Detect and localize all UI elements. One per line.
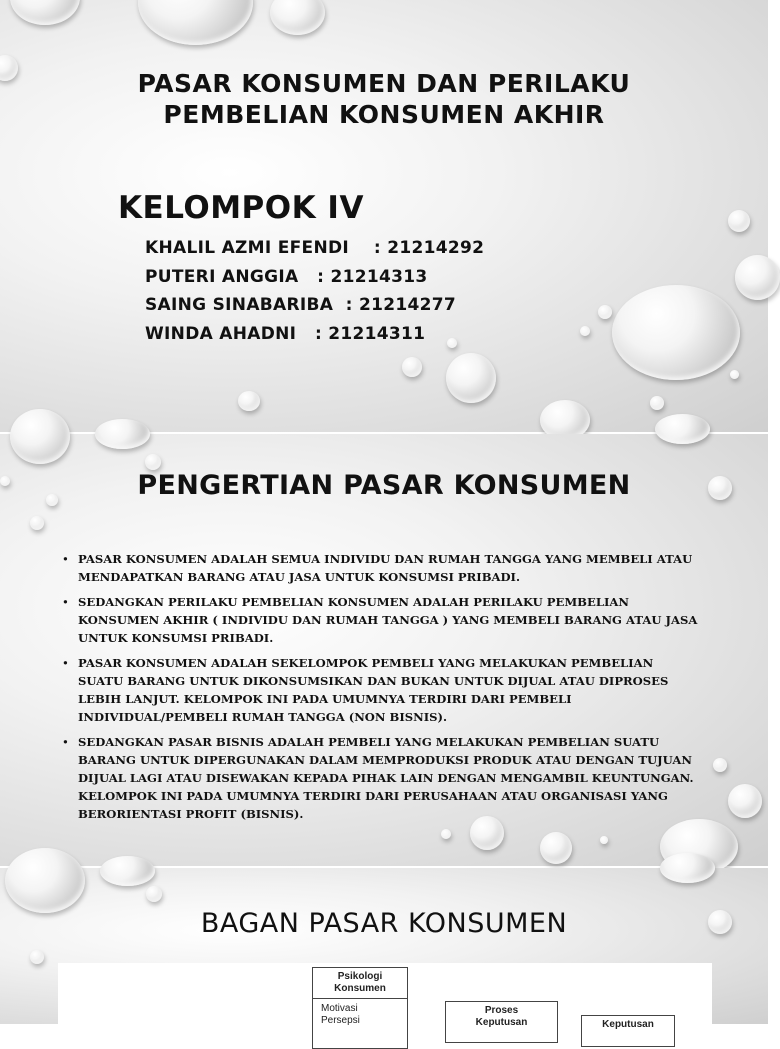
water-drop: [270, 0, 325, 35]
diagram-box-title: Keputusan: [602, 1019, 654, 1030]
slide-title-heading: [0, 68, 768, 130]
member-item: PUTERI ANGGIA : 21214313: [145, 266, 428, 287]
diagram-item: Persepsi: [321, 1015, 360, 1026]
slide-heading: PENGERTIAN PASAR KONSUMEN: [137, 470, 631, 501]
title-line: PASAR KONSUMEN DAN PERILAKU: [137, 69, 631, 98]
water-drop: [446, 353, 496, 403]
water-drop: [441, 829, 451, 839]
member-item: KHALIL AZMI EFENDI : 21214292: [145, 238, 485, 258]
diagram-box-title: Psikologi Konsumen: [334, 971, 386, 994]
water-drop: [660, 853, 715, 883]
water-drop: [650, 396, 664, 410]
water-drop: [600, 836, 608, 844]
slide-heading: BAGAN PASAR KONSUMEN: [200, 908, 568, 939]
consumer-market-diagram: [58, 963, 712, 1033]
diagram-box-title: Proses Keputusan: [475, 1005, 528, 1028]
list-item: • SEDANGKAN PERILAKU PEMBELIAN KONSUMEN ADALAH PERILAKU PEMBELIAN KONSUMEN AKHIR ( INDIVIDU DAN RUMAH TANGGA ) YANG MEMBELI BARANG ATAU JASA UNTUK KONSUMSI PRIBADI.: [62, 593, 702, 647]
member-item: SAING SINABARIBA : 21214277: [145, 295, 457, 315]
water-drop: [735, 255, 780, 300]
water-drop: [5, 848, 85, 913]
group-name: KELOMPOK IV: [118, 190, 364, 226]
definition-list: [62, 550, 702, 830]
water-drop: [146, 886, 162, 902]
water-drop: [728, 210, 750, 232]
slide-diagram: [0, 868, 768, 1030]
water-drop: [655, 414, 710, 444]
water-drop: [598, 305, 612, 319]
list-item: • PASAR KONSUMEN ADALAH SEKELOMPOK PEMBELI YANG MELAKUKAN PEMBELIAN SUATU BARANG UNTUK DIKONSUMSIKAN DAN BUKAN UNTUK DIJUAL ATAU DIPROSES LEBIH LANJUT. KELOMPOK INI PADA UMUMNYA TERDIRI DARI PEMBELI INDIVIDUAL/PEMBELI RUMAH TANGGA (NON BISNIS).: [62, 654, 702, 726]
list-item: • PASAR KONSUMEN ADALAH SEMUA INDIVIDU DAN RUMAH TANGGA YANG MEMBELI ATAU MENDAPATKAN BARANG ATAU JASA UNTUK KONSUMSI PRIBADI.: [62, 550, 702, 586]
member-list: [145, 234, 484, 348]
water-drop: [612, 285, 740, 380]
diagram-item: Motivasi: [321, 1003, 358, 1014]
water-drop: [10, 0, 80, 25]
water-drop: [540, 832, 572, 864]
water-drop: [30, 950, 44, 964]
water-drop: [713, 758, 727, 772]
water-drop: [730, 370, 739, 379]
water-drop: [402, 357, 422, 377]
water-drop: [138, 0, 253, 45]
diagram-box-decision: [581, 1015, 675, 1047]
water-drop: [238, 391, 260, 411]
water-drop: [95, 419, 150, 449]
slide-definition: [0, 434, 768, 866]
water-drop: [145, 454, 161, 470]
water-drop: [580, 326, 590, 336]
diagram-box-items: [313, 998, 407, 1027]
member-item: WINDA AHADNI : 21214311: [145, 323, 426, 344]
title-line: PEMBELIAN KONSUMEN AKHIR: [163, 100, 605, 129]
diagram-box-process: [445, 1001, 558, 1043]
list-item: • SEDANGKAN PASAR BISNIS ADALAH PEMBELI YANG MELAKUKAN PEMBELIAN SUATU BARANG UNTUK DIPERGUNAKAN DALAM MEMPRODUKSI PRODUK ATAU DENGAN TUJUAN DIJUAL LAGI ATAU DISEWAKAN KEPADA PIHAK LAIN DENGAN MENGAMBIL KEUNTUNGAN. KELOMPOK INI PADA UMUMNYA TERDIRI DARI PERUSAHAAN ATAU ORGANISASI YANG BERORIENTASI PROFIT (BISNIS).: [62, 733, 702, 823]
water-drop: [100, 856, 155, 886]
slide-title: [0, 0, 768, 432]
water-drop: [30, 516, 44, 530]
water-drop: [10, 409, 70, 464]
water-drop: [728, 784, 762, 818]
diagram-box-psychology: [312, 967, 408, 1049]
